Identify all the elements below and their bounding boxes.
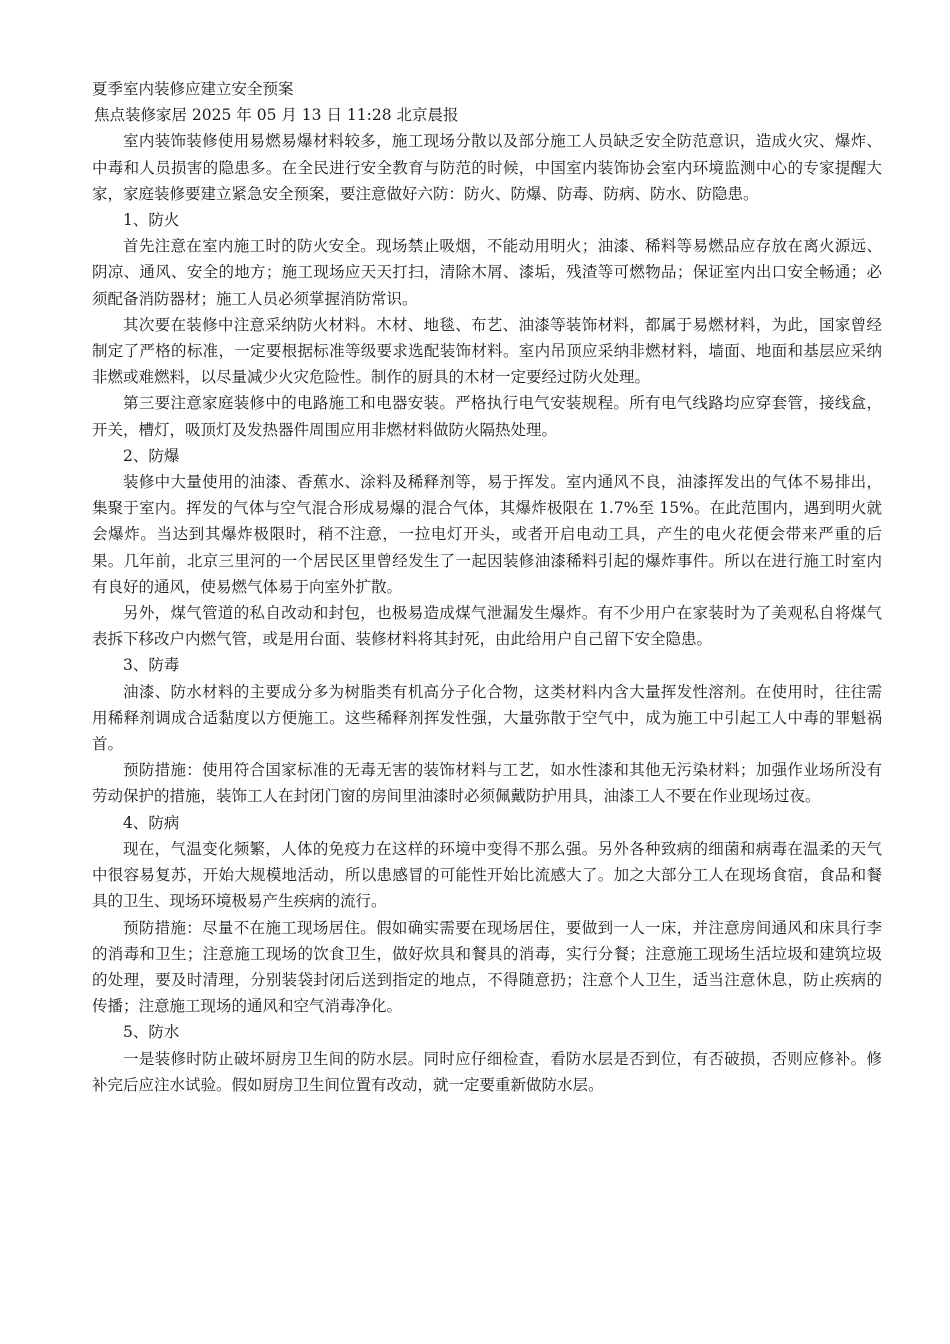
section-heading: 4、防病 xyxy=(123,813,180,832)
article-title: 夏季室内装修应建立安全预案 xyxy=(92,80,294,98)
intro-paragraph: 室内装饰装修使用易燃易爆材料较多，施工现场分散以及部分施工人员缺乏安全防范意识，造成火灾、爆炸、中毒和人员损害的隐患多。在全民进行安全教育与防范的时候，中国室内装饰协会室内环境监测中心的专家提醒大家，家庭装修要建立紧急安全预案，要注意做好六防：防火、防爆、防毒、防病、防水、防隐患。 xyxy=(92,132,882,203)
section-heading: 2、防爆 xyxy=(123,446,180,465)
article-meta: 焦点装修家居 2025 年 05 月 13 日 11:28 北京晨报 xyxy=(94,106,459,125)
paragraph: 油漆、防水材料的主要成分多为树脂类有机高分子化合物，这类材料内含大量挥发性溶剂。在使用时，往往需用稀释剂调成合适黏度以方便施工。这些稀释剂挥发性强，大量弥散于空气中，成为施工中引起工人中毒的罪魁祸首。 xyxy=(92,682,882,754)
paragraph: 另外，煤气管道的私自改动和封包，也极易造成煤气泄漏发生爆炸。有不少用户在家装时为了美观私自将煤气表拆下移改户内燃气管，或是用台面、装修材料将其封死，由此给用户自己留下安全隐患。 xyxy=(92,604,882,649)
paragraph: 装修中大量使用的油漆、香蕉水、涂料及稀释剂等，易于挥发。室内通风不良，油漆挥发出的气体不易排出，集聚于室内。挥发的气体与空气混合形成易爆的混合气体，其爆炸极限在 1.7%至 15%。在此范围内，遇到明火就会爆炸。当达到其爆炸极限时，稍不注意，一拉电灯开头，或者开启电动工具，产生的电火花便会带来严重的后果。几年前，北京三里河的一个居民区里曾经发生了一起因装修油漆稀料引起的爆炸事件。所以在进行施工时室内有良好的通风，使易燃气体易于向室外扩散。 xyxy=(92,473,882,596)
section-heading: 3、防毒 xyxy=(123,656,180,675)
paragraph: 现在，气温变化频繁，人体的免疫力在这样的环境中变得不那么强。另外各种致病的细菌和病毒在温柔的天气中很容易复苏，开始大规模地活动，所以患感冒的可能性开始比流感大了。加之大部分工人在现场食宿，食品和餐具的卫生、现场环境极易产生疾病的流行。 xyxy=(92,839,882,911)
section-fire-prevention xyxy=(92,207,882,443)
paragraph: 首先注意在室内施工时的防火安全。现场禁止吸烟，不能动用明火；油漆、稀料等易燃品应存放在离火源远、阴凉、通风、安全的地方；施工现场应天天打扫，清除木屑、漆垢，残渣等可燃物品；保证室内出口安全畅通；必须配备消防器材；施工人员必须掌握消防常识。 xyxy=(92,237,882,308)
section-disease-prevention xyxy=(92,810,882,1020)
paragraph: 第三要注意家庭装修中的电路施工和电器安装。严格执行电气安装规程。所有电气线路均应穿套管，接线盒，开关，槽灯，吸顶灯及发热器件周围应用非燃材料做防火隔热处理。 xyxy=(92,394,882,439)
section-poison-prevention xyxy=(92,652,882,809)
paragraph: 一是装修时防止破坏厨房卫生间的防水层。同时应仔细检查，看防水层是否到位，有否破损，否则应修补。修补完后应注水试验。假如厨房卫生间位置有改动，就一定要重新做防水层。 xyxy=(92,1049,882,1094)
section-explosion-prevention xyxy=(92,443,882,653)
section-heading: 1、防火 xyxy=(123,211,180,230)
paragraph: 预防措施：尽量不在施工现场居住。假如确实需要在现场居住，要做到一人一床，并注意房间通风和床具行李的消毒和卫生；注意施工现场的饮食卫生，做好炊具和餐具的消毒，实行分餐；注意施工现场生活垃圾和建筑垃圾的处理，要及时清理，分别装袋封闭后送到指定的地点，不得随意扔；注意个人卫生，适当注意休息，防止疾病的传播；注意施工现场的通风和空气消毒净化。 xyxy=(92,918,882,1016)
paragraph: 预防措施：使用符合国家标准的无毒无害的装饰材料与工艺，如水性漆和其他无污染材料；加强作业场所没有劳动保护的措施，装饰工人在封闭门窗的房间里油漆时必须佩戴防护用具，油漆工人不要在作业现场过夜。 xyxy=(92,761,882,806)
paragraph: 其次要在装修中注意采纳防火材料。木材、地毯、布艺、油漆等装饰材料，都属于易燃材料，为此，国家曾经制定了严格的标准，一定要根据标准等级要求选配装饰材料。室内吊顶应采纳非燃材料，墙面、地面和基层应采纳非燃或难燃料，以尽量减少火灾危险性。制作的厨具的木材一定要经过防火处理。 xyxy=(92,315,882,387)
section-heading: 5、防水 xyxy=(123,1023,180,1042)
document-page xyxy=(92,76,882,1098)
section-water-prevention xyxy=(92,1019,882,1098)
